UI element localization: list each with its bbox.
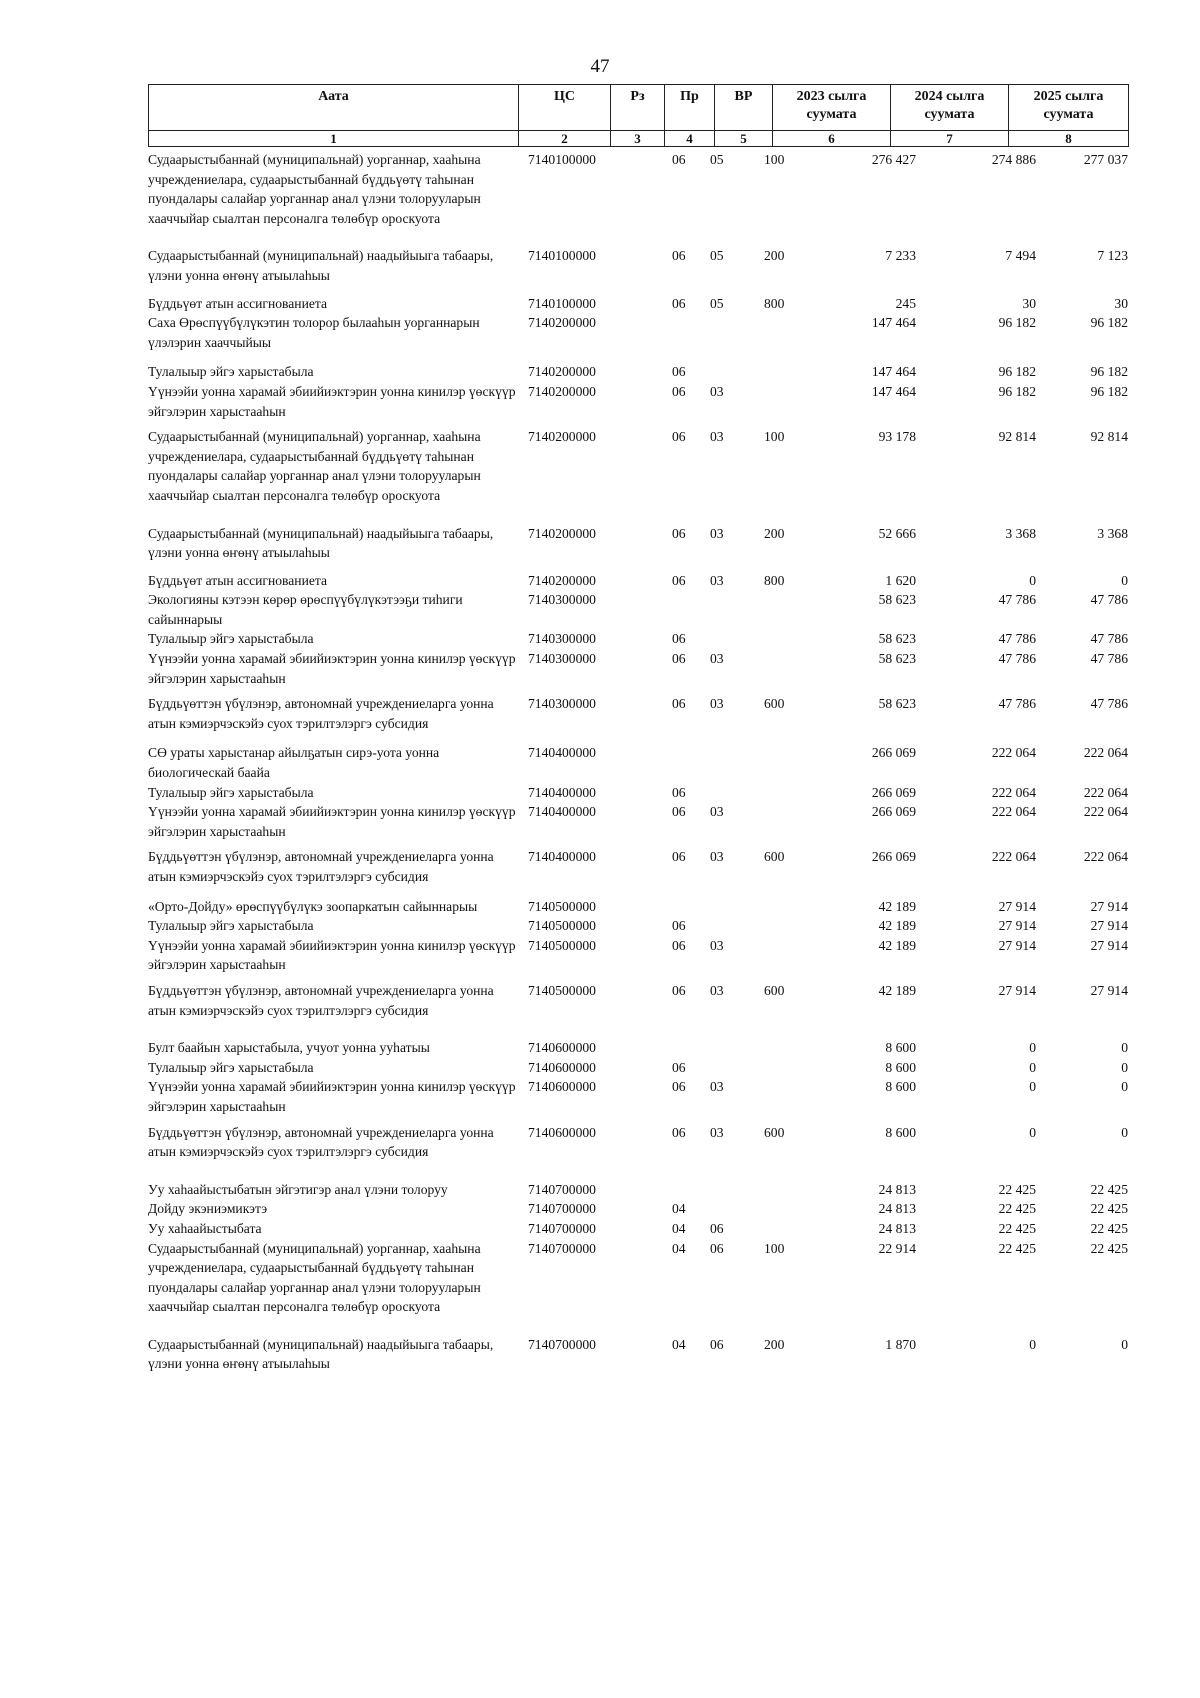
row-cs-code: 7140600000 xyxy=(528,1059,596,1075)
row-vr-code: 200 xyxy=(764,1336,785,1352)
row-pr-code: 06 xyxy=(710,1240,724,1256)
row-value-2025: 0 xyxy=(1121,1124,1128,1140)
row-cs-code: 7140300000 xyxy=(528,651,596,667)
row-value-2025: 96 182 xyxy=(1090,364,1128,380)
row-name: Судаарыстыбаннай (муниципальнай) наадыйыыга табаары, үлэни уонна өҥөнү атыылаһыы xyxy=(148,525,494,561)
row-vr-code: 600 xyxy=(764,849,785,865)
row-value-2023: 58 623 xyxy=(878,651,916,667)
row-cs-code: 7140700000 xyxy=(528,1336,596,1352)
table-row xyxy=(148,1335,1128,1374)
row-value-2025: 30 xyxy=(1114,295,1128,311)
col-header-rz: Рз xyxy=(611,85,665,131)
row-rz-code: 06 xyxy=(672,364,686,380)
table-row xyxy=(148,694,1128,733)
row-value-2025: 0 xyxy=(1121,1059,1128,1075)
table-body xyxy=(148,150,1128,1374)
row-value-2025: 27 914 xyxy=(1090,982,1128,998)
table-row xyxy=(148,571,1128,591)
row-name: Тулалыыр эйгэ харыстабыла xyxy=(148,918,314,934)
row-vr-code: 600 xyxy=(764,982,785,998)
row-pr-code: 03 xyxy=(710,1079,724,1095)
row-value-2023: 7 233 xyxy=(885,248,916,264)
row-rz-code: 06 xyxy=(672,982,686,998)
row-cs-code: 7140200000 xyxy=(528,429,596,445)
row-name: Судаарыстыбаннай (муниципальнай) уорганнар, хааһына учреждениелара, судаарыстыбаннай бүддьүөтү таһынан пуондалары салайар уорганнар анал үлэни толорууларын хааччыйар сыалтан персоналга төлөбүр ороскуота xyxy=(148,152,481,226)
row-vr-code: 100 xyxy=(764,1240,785,1256)
row-cs-code: 7140600000 xyxy=(528,1040,596,1056)
row-rz-code: 06 xyxy=(672,631,686,647)
row-rz-code: 06 xyxy=(672,918,686,934)
row-value-2024: 96 182 xyxy=(998,315,1036,331)
row-value-2025: 92 814 xyxy=(1090,429,1128,445)
row-value-2024: 0 xyxy=(1029,572,1036,588)
row-name: Саха Өрөспүүбүлүкэтин толорор былааһын уорганнарын үлэлэрин хааччыйыы xyxy=(148,315,480,350)
row-name: Үүнээйи уонна харамай эбиийиэктэрин уонна кинилэр үөскүүр эйгэлэрин харыстааһын xyxy=(148,937,516,973)
row-rz-code: 06 xyxy=(672,651,686,667)
row-value-2025: 22 425 xyxy=(1090,1181,1128,1197)
col-header-cs: ЦС xyxy=(519,85,611,131)
row-value-2024: 92 814 xyxy=(998,429,1036,445)
row-value-2025: 0 xyxy=(1121,572,1128,588)
row-value-2023: 42 189 xyxy=(878,937,916,953)
table-row xyxy=(148,1219,1128,1239)
row-value-2024: 47 786 xyxy=(998,696,1036,712)
row-rz-code: 06 xyxy=(672,1079,686,1095)
row-value-2023: 266 069 xyxy=(871,804,916,820)
table-row xyxy=(148,1077,1128,1116)
row-value-2025: 22 425 xyxy=(1090,1220,1128,1236)
row-value-2024: 96 182 xyxy=(998,383,1036,399)
row-cs-code: 7140600000 xyxy=(528,1124,596,1140)
row-value-2025: 3 368 xyxy=(1097,525,1128,541)
row-name: Бүддьүөттэн үбүлэнэр, автономнай учреждениеларга уонна атын кэмиэрчэскэйэ суох тэрилтэлэргэ субсидия xyxy=(148,849,494,884)
row-value-2024: 3 368 xyxy=(1005,525,1036,541)
row-value-2025: 277 037 xyxy=(1083,152,1128,167)
row-rz-code: 06 xyxy=(672,429,686,445)
row-name: Судаарыстыбаннай (муниципальнай) наадыйыыга табаары, үлэни уонна өҥөнү атыылаһыы xyxy=(148,248,494,283)
row-name: Уу хаһаайыстыбатын эйгэтигэр анал үлэни толоруу xyxy=(148,1181,448,1197)
row-value-2024: 0 xyxy=(1029,1079,1036,1095)
row-rz-code: 06 xyxy=(672,525,686,541)
row-pr-code: 03 xyxy=(710,525,724,541)
col-number-8: 8 xyxy=(1009,131,1129,147)
row-value-2025: 47 786 xyxy=(1090,696,1128,712)
table-row xyxy=(148,916,1128,936)
row-value-2024: 47 786 xyxy=(998,631,1036,647)
row-rz-code: 06 xyxy=(672,572,686,588)
row-rz-code: 06 xyxy=(672,1124,686,1140)
col-number-6: 6 xyxy=(773,131,891,147)
row-cs-code: 7140500000 xyxy=(528,898,596,914)
row-name: Тулалыыр эйгэ харыстабыла xyxy=(148,631,314,647)
row-value-2024: 222 064 xyxy=(991,849,1036,865)
row-name: Үүнээйи уонна харамай эбиийиэктэрин уонна кинилэр үөскүүр эйгэлэрин харыстааһын xyxy=(148,804,516,839)
table-row xyxy=(148,1038,1128,1058)
row-vr-code: 600 xyxy=(764,696,785,712)
row-name: Уу хаһаайыстыбата xyxy=(148,1220,262,1236)
row-name: Судаарыстыбаннай (муниципальнай) наадыйыыга табаары, үлэни уонна өҥөнү атыылаһыы xyxy=(148,1336,494,1372)
row-name: Бүддьүөттэн үбүлэнэр, автономнай учреждениеларга уонна атын кэмиэрчэскэйэ суох тэрилтэлэргэ субсидия xyxy=(148,1124,494,1160)
table-row xyxy=(148,847,1128,886)
row-name: Үүнээйи уонна харамай эбиийиэктэрин уонна кинилэр үөскүүр эйгэлэрин харыстааһын xyxy=(148,651,516,686)
col-header-pr: Пр xyxy=(665,85,715,131)
row-pr-code: 03 xyxy=(710,849,724,865)
row-value-2024: 96 182 xyxy=(998,364,1036,380)
row-name: Тулалыыр эйгэ харыстабыла xyxy=(148,784,314,800)
row-value-2024: 0 xyxy=(1029,1336,1036,1352)
col-number-5: 5 xyxy=(715,131,773,147)
table-row xyxy=(148,246,1128,285)
row-rz-code: 06 xyxy=(672,696,686,712)
row-value-2023: 266 069 xyxy=(871,849,916,865)
row-cs-code: 7140400000 xyxy=(528,849,596,865)
row-value-2024: 27 914 xyxy=(998,918,1036,934)
row-cs-code: 7140400000 xyxy=(528,745,596,761)
row-vr-code: 100 xyxy=(764,429,785,445)
row-value-2024: 0 xyxy=(1029,1040,1036,1056)
row-value-2024: 0 xyxy=(1029,1124,1036,1140)
row-pr-code: 03 xyxy=(710,982,724,998)
row-rz-code: 04 xyxy=(672,1240,686,1256)
row-cs-code: 7140100000 xyxy=(528,295,596,311)
row-pr-code: 03 xyxy=(710,572,724,588)
row-cs-code: 7140700000 xyxy=(528,1220,596,1236)
row-value-2023: 52 666 xyxy=(878,525,916,541)
col-header-2025: 2025 сылга суумата xyxy=(1009,85,1129,131)
table-row xyxy=(148,802,1128,841)
row-value-2024: 0 xyxy=(1029,1059,1036,1075)
col-number-3: 3 xyxy=(611,131,665,147)
row-name: Тулалыыр эйгэ харыстабыла xyxy=(148,364,314,380)
row-value-2023: 24 813 xyxy=(878,1181,916,1197)
table-row xyxy=(148,524,1128,563)
row-name: Үүнээйи уонна харамай эбиийиэктэрин уонна кинилэр үөскүүр эйгэлэрин харыстааһын xyxy=(148,383,516,419)
table-row xyxy=(148,150,1128,228)
row-rz-code: 06 xyxy=(672,248,686,264)
row-value-2025: 47 786 xyxy=(1090,592,1128,608)
row-value-2023: 42 189 xyxy=(878,918,916,934)
row-rz-code: 06 xyxy=(672,1059,686,1075)
col-header-2023: 2023 сылга суумата xyxy=(773,85,891,131)
row-value-2023: 24 813 xyxy=(878,1220,916,1236)
row-value-2025: 222 064 xyxy=(1083,804,1128,820)
table-row xyxy=(148,362,1128,382)
row-value-2024: 222 064 xyxy=(991,804,1036,820)
row-pr-code: 06 xyxy=(710,1336,724,1352)
row-rz-code: 04 xyxy=(672,1220,686,1236)
row-name: Бүддьүөт атын ассигнованиета xyxy=(148,572,328,588)
row-name: Дойду экэниэмикэтэ xyxy=(148,1201,268,1217)
row-value-2024: 222 064 xyxy=(991,745,1036,761)
row-value-2023: 58 623 xyxy=(878,631,916,647)
table-row xyxy=(148,294,1128,314)
row-value-2025: 96 182 xyxy=(1090,315,1128,331)
row-rz-code: 06 xyxy=(672,849,686,865)
row-vr-code: 800 xyxy=(764,572,785,588)
row-name: Экологияны кэтээн көрөр өрөспүүбүлүкэтээҕи тиһиги сайыннарыы xyxy=(148,592,463,627)
row-value-2024: 27 914 xyxy=(998,937,1036,953)
row-name: «Орто-Дойду» өрөспүүбүлүкэ зоопаркатын сайыннарыы xyxy=(148,898,478,914)
row-cs-code: 7140300000 xyxy=(528,696,596,712)
table-row xyxy=(148,313,1128,352)
row-value-2025: 0 xyxy=(1121,1040,1128,1056)
col-number-7: 7 xyxy=(891,131,1009,147)
row-name: Булт баайын харыстабыла, учуот уонна ууһатыы xyxy=(148,1040,430,1056)
table-row xyxy=(148,783,1128,803)
row-cs-code: 7140500000 xyxy=(528,937,596,953)
row-value-2023: 93 178 xyxy=(878,429,916,445)
row-cs-code: 7140500000 xyxy=(528,982,596,998)
row-pr-code: 03 xyxy=(710,383,724,399)
row-value-2023: 42 189 xyxy=(878,982,916,998)
table-row xyxy=(148,1180,1128,1200)
row-value-2025: 47 786 xyxy=(1090,631,1128,647)
row-rz-code: 06 xyxy=(672,295,686,311)
row-cs-code: 7140400000 xyxy=(528,784,596,800)
row-pr-code: 03 xyxy=(710,429,724,445)
row-value-2024: 222 064 xyxy=(991,784,1036,800)
row-pr-code: 05 xyxy=(710,152,724,167)
row-value-2023: 8 600 xyxy=(885,1124,916,1140)
table-row xyxy=(148,629,1128,649)
row-value-2023: 1 620 xyxy=(885,572,916,588)
row-value-2024: 22 425 xyxy=(998,1201,1036,1217)
row-cs-code: 7140200000 xyxy=(528,572,596,588)
col-header-vr: ВР xyxy=(715,85,773,131)
row-rz-code: 06 xyxy=(672,383,686,399)
col-number-4: 4 xyxy=(665,131,715,147)
row-value-2023: 8 600 xyxy=(885,1040,916,1056)
row-value-2023: 42 189 xyxy=(878,898,916,914)
row-vr-code: 800 xyxy=(764,295,785,311)
row-name: Судаарыстыбаннай (муниципальнай) уорганнар, хааһына учреждениелара, судаарыстыбаннай бүддьүөтү таһынан пуондалары салайар уорганнар анал үлэни толорууларын хааччыйар сыалтан персоналга төлөбүр ороскуота xyxy=(148,1240,481,1315)
row-cs-code: 7140400000 xyxy=(528,804,596,820)
row-vr-code: 100 xyxy=(764,152,785,167)
row-pr-code: 06 xyxy=(710,1220,724,1236)
row-value-2025: 7 123 xyxy=(1097,248,1128,264)
row-value-2024: 22 425 xyxy=(998,1240,1036,1256)
row-value-2024: 274 886 xyxy=(991,152,1036,167)
row-value-2025: 96 182 xyxy=(1090,383,1128,399)
row-name: Тулалыыр эйгэ харыстабыла xyxy=(148,1059,314,1075)
row-pr-code: 03 xyxy=(710,651,724,667)
row-value-2024: 7 494 xyxy=(1005,248,1036,264)
row-rz-code: 06 xyxy=(672,152,686,167)
row-value-2023: 22 914 xyxy=(878,1240,916,1256)
col-number-1: 1 xyxy=(149,131,519,147)
row-value-2024: 22 425 xyxy=(998,1220,1036,1236)
row-value-2024: 22 425 xyxy=(998,1181,1036,1197)
row-cs-code: 7140200000 xyxy=(528,364,596,380)
table-row xyxy=(148,590,1128,629)
row-rz-code: 04 xyxy=(672,1336,686,1352)
row-value-2025: 222 064 xyxy=(1083,784,1128,800)
row-value-2024: 30 xyxy=(1022,295,1036,311)
col-header-2024: 2024 сылга суумата xyxy=(891,85,1009,131)
table-row xyxy=(148,1058,1128,1078)
row-cs-code: 7140700000 xyxy=(528,1201,596,1217)
row-value-2023: 245 xyxy=(895,295,916,311)
row-cs-code: 7140700000 xyxy=(528,1240,596,1256)
row-cs-code: 7140700000 xyxy=(528,1181,596,1197)
row-value-2025: 47 786 xyxy=(1090,651,1128,667)
row-rz-code: 06 xyxy=(672,784,686,800)
row-rz-code: 04 xyxy=(672,1201,686,1217)
row-name: Бүддьүөт атын ассигнованиета xyxy=(148,295,328,311)
table-row xyxy=(148,1123,1128,1162)
row-value-2023: 147 464 xyxy=(871,364,916,380)
row-value-2023: 147 464 xyxy=(871,315,916,331)
row-value-2025: 22 425 xyxy=(1090,1240,1128,1256)
row-value-2024: 27 914 xyxy=(998,898,1036,914)
row-value-2025: 0 xyxy=(1121,1336,1128,1352)
row-pr-code: 05 xyxy=(710,295,724,311)
row-vr-code: 200 xyxy=(764,248,785,264)
row-value-2025: 22 425 xyxy=(1090,1201,1128,1217)
table-row xyxy=(148,743,1128,782)
row-rz-code: 06 xyxy=(672,937,686,953)
row-value-2023: 58 623 xyxy=(878,696,916,712)
table-row xyxy=(148,649,1128,688)
row-cs-code: 7140500000 xyxy=(528,918,596,934)
table-row xyxy=(148,897,1128,917)
row-value-2025: 27 914 xyxy=(1090,937,1128,953)
table-row xyxy=(148,981,1128,1020)
row-value-2023: 24 813 xyxy=(878,1201,916,1217)
row-value-2023: 8 600 xyxy=(885,1059,916,1075)
table-row xyxy=(148,1199,1128,1219)
table-row xyxy=(148,936,1128,975)
row-value-2025: 27 914 xyxy=(1090,898,1128,914)
row-cs-code: 7140100000 xyxy=(528,248,596,264)
row-value-2023: 58 623 xyxy=(878,592,916,608)
row-name: Судаарыстыбаннай (муниципальнай) уорганнар, хааһына учреждениелара, судаарыстыбаннай бүддьүөтү таһынан пуондалары салайар уорганнар анал үлэни толорууларын хааччыйар сыалтан персоналга төлөбүр ороскуота xyxy=(148,429,481,503)
row-name: Бүддьүөттэн үбүлэнэр, автономнай учреждениеларга уонна атын кэмиэрчэскэйэ суох тэрилтэлэргэ субсидия xyxy=(148,982,494,1018)
row-value-2023: 276 427 xyxy=(871,152,916,167)
row-cs-code: 7140600000 xyxy=(528,1079,596,1095)
row-cs-code: 7140200000 xyxy=(528,525,596,541)
row-value-2024: 47 786 xyxy=(998,592,1036,608)
row-value-2025: 222 064 xyxy=(1083,745,1128,761)
row-name: Үүнээйи уонна харамай эбиийиэктэрин уонна кинилэр үөскүүр эйгэлэрин харыстааһын xyxy=(148,1079,516,1114)
row-name: СӨ ураты харыстанар айылҕатын сирэ-уота уонна биологическай баайа xyxy=(148,745,440,781)
table-row xyxy=(148,1239,1128,1317)
row-pr-code: 03 xyxy=(710,804,724,820)
row-value-2023: 147 464 xyxy=(871,383,916,399)
table-row xyxy=(148,427,1128,505)
table-header xyxy=(148,84,1129,147)
row-name: Бүддьүөттэн үбүлэнэр, автономнай учреждениеларга уонна атын кэмиэрчэскэйэ суох тэрилтэлэргэ субсидия xyxy=(148,696,494,731)
row-pr-code: 03 xyxy=(710,937,724,953)
page-number: 47 xyxy=(590,56,610,77)
row-value-2024: 47 786 xyxy=(998,651,1036,667)
col-number-2: 2 xyxy=(519,131,611,147)
row-cs-code: 7140300000 xyxy=(528,631,596,647)
row-value-2025: 27 914 xyxy=(1090,918,1128,934)
row-cs-code: 7140100000 xyxy=(528,152,596,167)
row-rz-code: 06 xyxy=(672,804,686,820)
row-vr-code: 200 xyxy=(764,525,785,541)
row-value-2023: 266 069 xyxy=(871,784,916,800)
row-pr-code: 03 xyxy=(710,696,724,712)
row-cs-code: 7140300000 xyxy=(528,592,596,608)
row-value-2025: 222 064 xyxy=(1083,849,1128,865)
row-value-2025: 0 xyxy=(1121,1079,1128,1095)
row-value-2024: 27 914 xyxy=(998,982,1036,998)
row-cs-code: 7140200000 xyxy=(528,383,596,399)
row-pr-code: 03 xyxy=(710,1124,724,1140)
row-vr-code: 600 xyxy=(764,1124,785,1140)
row-value-2023: 8 600 xyxy=(885,1079,916,1095)
table-row xyxy=(148,382,1128,421)
row-value-2023: 266 069 xyxy=(871,745,916,761)
row-cs-code: 7140200000 xyxy=(528,315,596,331)
col-header-name: Аата xyxy=(149,85,519,131)
row-pr-code: 05 xyxy=(710,248,724,264)
row-value-2023: 1 870 xyxy=(885,1336,916,1352)
